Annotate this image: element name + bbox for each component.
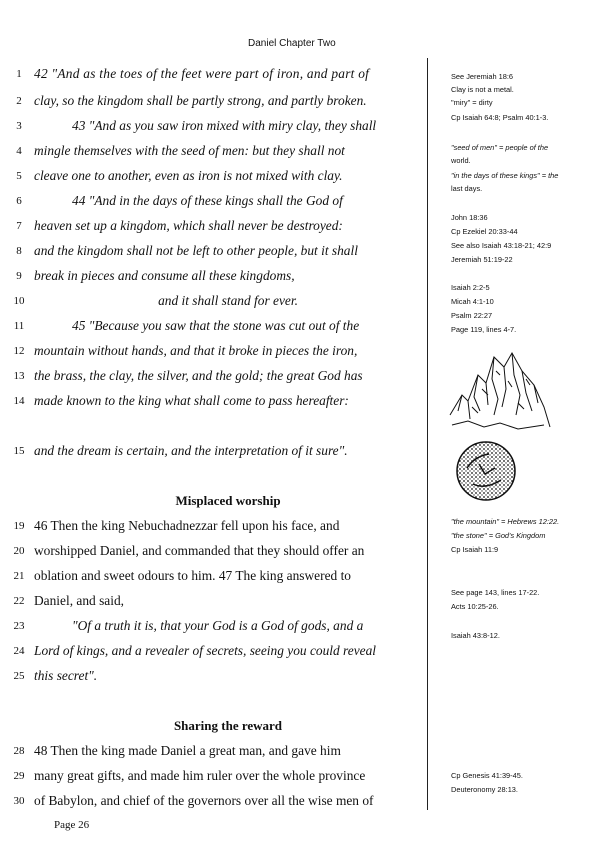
verse-line: and the dream is certain, and the interpretation of it sure". bbox=[34, 443, 348, 458]
line-number: 10 bbox=[13, 295, 25, 307]
section-heading: Misplaced worship bbox=[175, 493, 281, 508]
line-number: 25 bbox=[13, 670, 25, 682]
line-number: 22 bbox=[13, 595, 25, 607]
margin-note: Deuteronomy 28:13. bbox=[451, 785, 518, 794]
verse-line: "Of a truth it is, that your God is a God of gods, and a bbox=[72, 618, 364, 633]
verse-line: Lord of kings, and a revealer of secrets, seeing you could reveal bbox=[34, 643, 377, 658]
line-number: 11 bbox=[13, 320, 25, 332]
verse-line: and the kingdom shall not be left to other people, but it shall bbox=[34, 243, 358, 258]
line-number: 29 bbox=[13, 770, 25, 782]
margin-divider bbox=[427, 58, 428, 810]
line-number: 19 bbox=[13, 520, 25, 532]
verse-line: clay, so the kingdom shall be partly strong, and partly broken. bbox=[34, 93, 367, 108]
margin-note: Micah 4:1-10 bbox=[451, 297, 494, 306]
line-number: 1 bbox=[16, 68, 22, 80]
margin-note: Clay is not a metal. bbox=[451, 85, 514, 94]
section-heading: Sharing the reward bbox=[173, 718, 283, 733]
margin-note: Cp Genesis 41:39-45. bbox=[451, 771, 523, 780]
margin-note: See page 143, lines 17-22. bbox=[451, 588, 540, 597]
line-number: 9 bbox=[16, 270, 22, 282]
margin-note: Jeremiah 51:19-22 bbox=[451, 255, 513, 264]
line-number: 5 bbox=[16, 170, 22, 182]
verse-line: worshipped Daniel, and commanded that they should offer an bbox=[34, 543, 365, 558]
verse-line: 42 "And as the toes of the feet were part of iron, and part of bbox=[34, 66, 370, 81]
verse-line: Daniel, and said, bbox=[34, 593, 124, 608]
verse-line: heaven set up a kingdom, which shall never be destroyed: bbox=[34, 218, 343, 233]
line-number: 3 bbox=[16, 120, 22, 132]
verse-line: 46 Then the king Nebuchadnezzar fell upon his face, and bbox=[34, 518, 340, 533]
page-number: Page 26 bbox=[54, 819, 90, 831]
line-number: 12 bbox=[13, 345, 25, 357]
line-number: 2 bbox=[16, 95, 22, 107]
verse-line: of Babylon, and chief of the governors over all the wise men of bbox=[34, 793, 374, 808]
margin-note: Page 119, lines 4-7. bbox=[451, 325, 517, 334]
line-number: 7 bbox=[16, 220, 22, 232]
stone-illustration bbox=[455, 440, 517, 502]
mountain-illustration bbox=[448, 345, 552, 433]
verse-line: and it shall stand for ever. bbox=[158, 293, 298, 308]
margin-note: last days. bbox=[451, 184, 483, 193]
margin-note: Isaiah 43:8-12. bbox=[451, 631, 500, 640]
line-number: 4 bbox=[16, 145, 22, 157]
chapter-title: Daniel Chapter Two bbox=[248, 38, 336, 49]
verse-line: 44 "And in the days of these kings shall the God of bbox=[72, 193, 343, 208]
line-number: 23 bbox=[13, 620, 25, 632]
margin-note: See also Isaiah 43:18-21; 42:9 bbox=[451, 241, 552, 250]
line-number: 30 bbox=[13, 795, 25, 807]
line-number: 13 bbox=[13, 370, 25, 382]
line-number: 21 bbox=[13, 570, 25, 582]
margin-note: world. bbox=[451, 156, 471, 165]
verse-line: 45 "Because you saw that the stone was cut out of the bbox=[72, 318, 360, 333]
verse-line: 43 "And as you saw iron mixed with miry clay, they shall bbox=[72, 118, 377, 133]
margin-note: Isaiah 2:2-5 bbox=[451, 283, 490, 292]
line-number: 15 bbox=[13, 445, 25, 457]
line-number: 20 bbox=[13, 545, 25, 557]
margin-note: Cp Isaiah 64:8; Psalm 40:1-3. bbox=[451, 113, 549, 122]
margin-note: Cp Isaiah 11:9 bbox=[451, 545, 499, 554]
line-number: 8 bbox=[16, 245, 22, 257]
line-number: 14 bbox=[13, 395, 25, 407]
margin-note: Psalm 22:27 bbox=[451, 311, 493, 320]
verse-line: the brass, the clay, the silver, and the gold; the great God has bbox=[34, 368, 363, 383]
margin-note: Cp Ezekiel 20:33-44 bbox=[451, 227, 518, 236]
verse-line: break in pieces and consume all these kingdoms, bbox=[34, 268, 295, 283]
verse-line: made known to the king what shall come to pass hereafter: bbox=[34, 393, 349, 408]
line-number: 28 bbox=[13, 745, 25, 757]
verse-line: this secret". bbox=[34, 668, 98, 683]
margin-note: Acts 10:25-26. bbox=[451, 602, 499, 611]
verse-line: many great gifts, and made him ruler over the whole province bbox=[34, 768, 366, 783]
margin-note: "miry" = dirty bbox=[451, 98, 493, 107]
margin-note: See Jeremiah 18:6 bbox=[451, 72, 514, 81]
verse-line: cleave one to another, even as iron is not mixed with clay. bbox=[34, 168, 343, 183]
verse-line: mountain without hands, and that it broke in pieces the iron, bbox=[34, 343, 358, 358]
margin-note: "the stone" = God's Kingdom bbox=[451, 531, 546, 540]
margin-note: John 18:36 bbox=[451, 213, 488, 222]
margin-note: "in the days of these kings" = the bbox=[451, 171, 559, 180]
margin-note: "the mountain" = Hebrews 12:22. bbox=[451, 517, 560, 526]
line-number: 6 bbox=[16, 195, 22, 207]
verse-line: oblation and sweet odours to him. 47 The king answered to bbox=[34, 568, 351, 583]
margin-note: "seed of men" = people of the bbox=[451, 143, 549, 152]
verse-line: mingle themselves with the seed of men: but they shall not bbox=[34, 143, 345, 158]
line-number: 24 bbox=[13, 645, 25, 657]
verse-line: 48 Then the king made Daniel a great man, and gave him bbox=[34, 743, 341, 758]
